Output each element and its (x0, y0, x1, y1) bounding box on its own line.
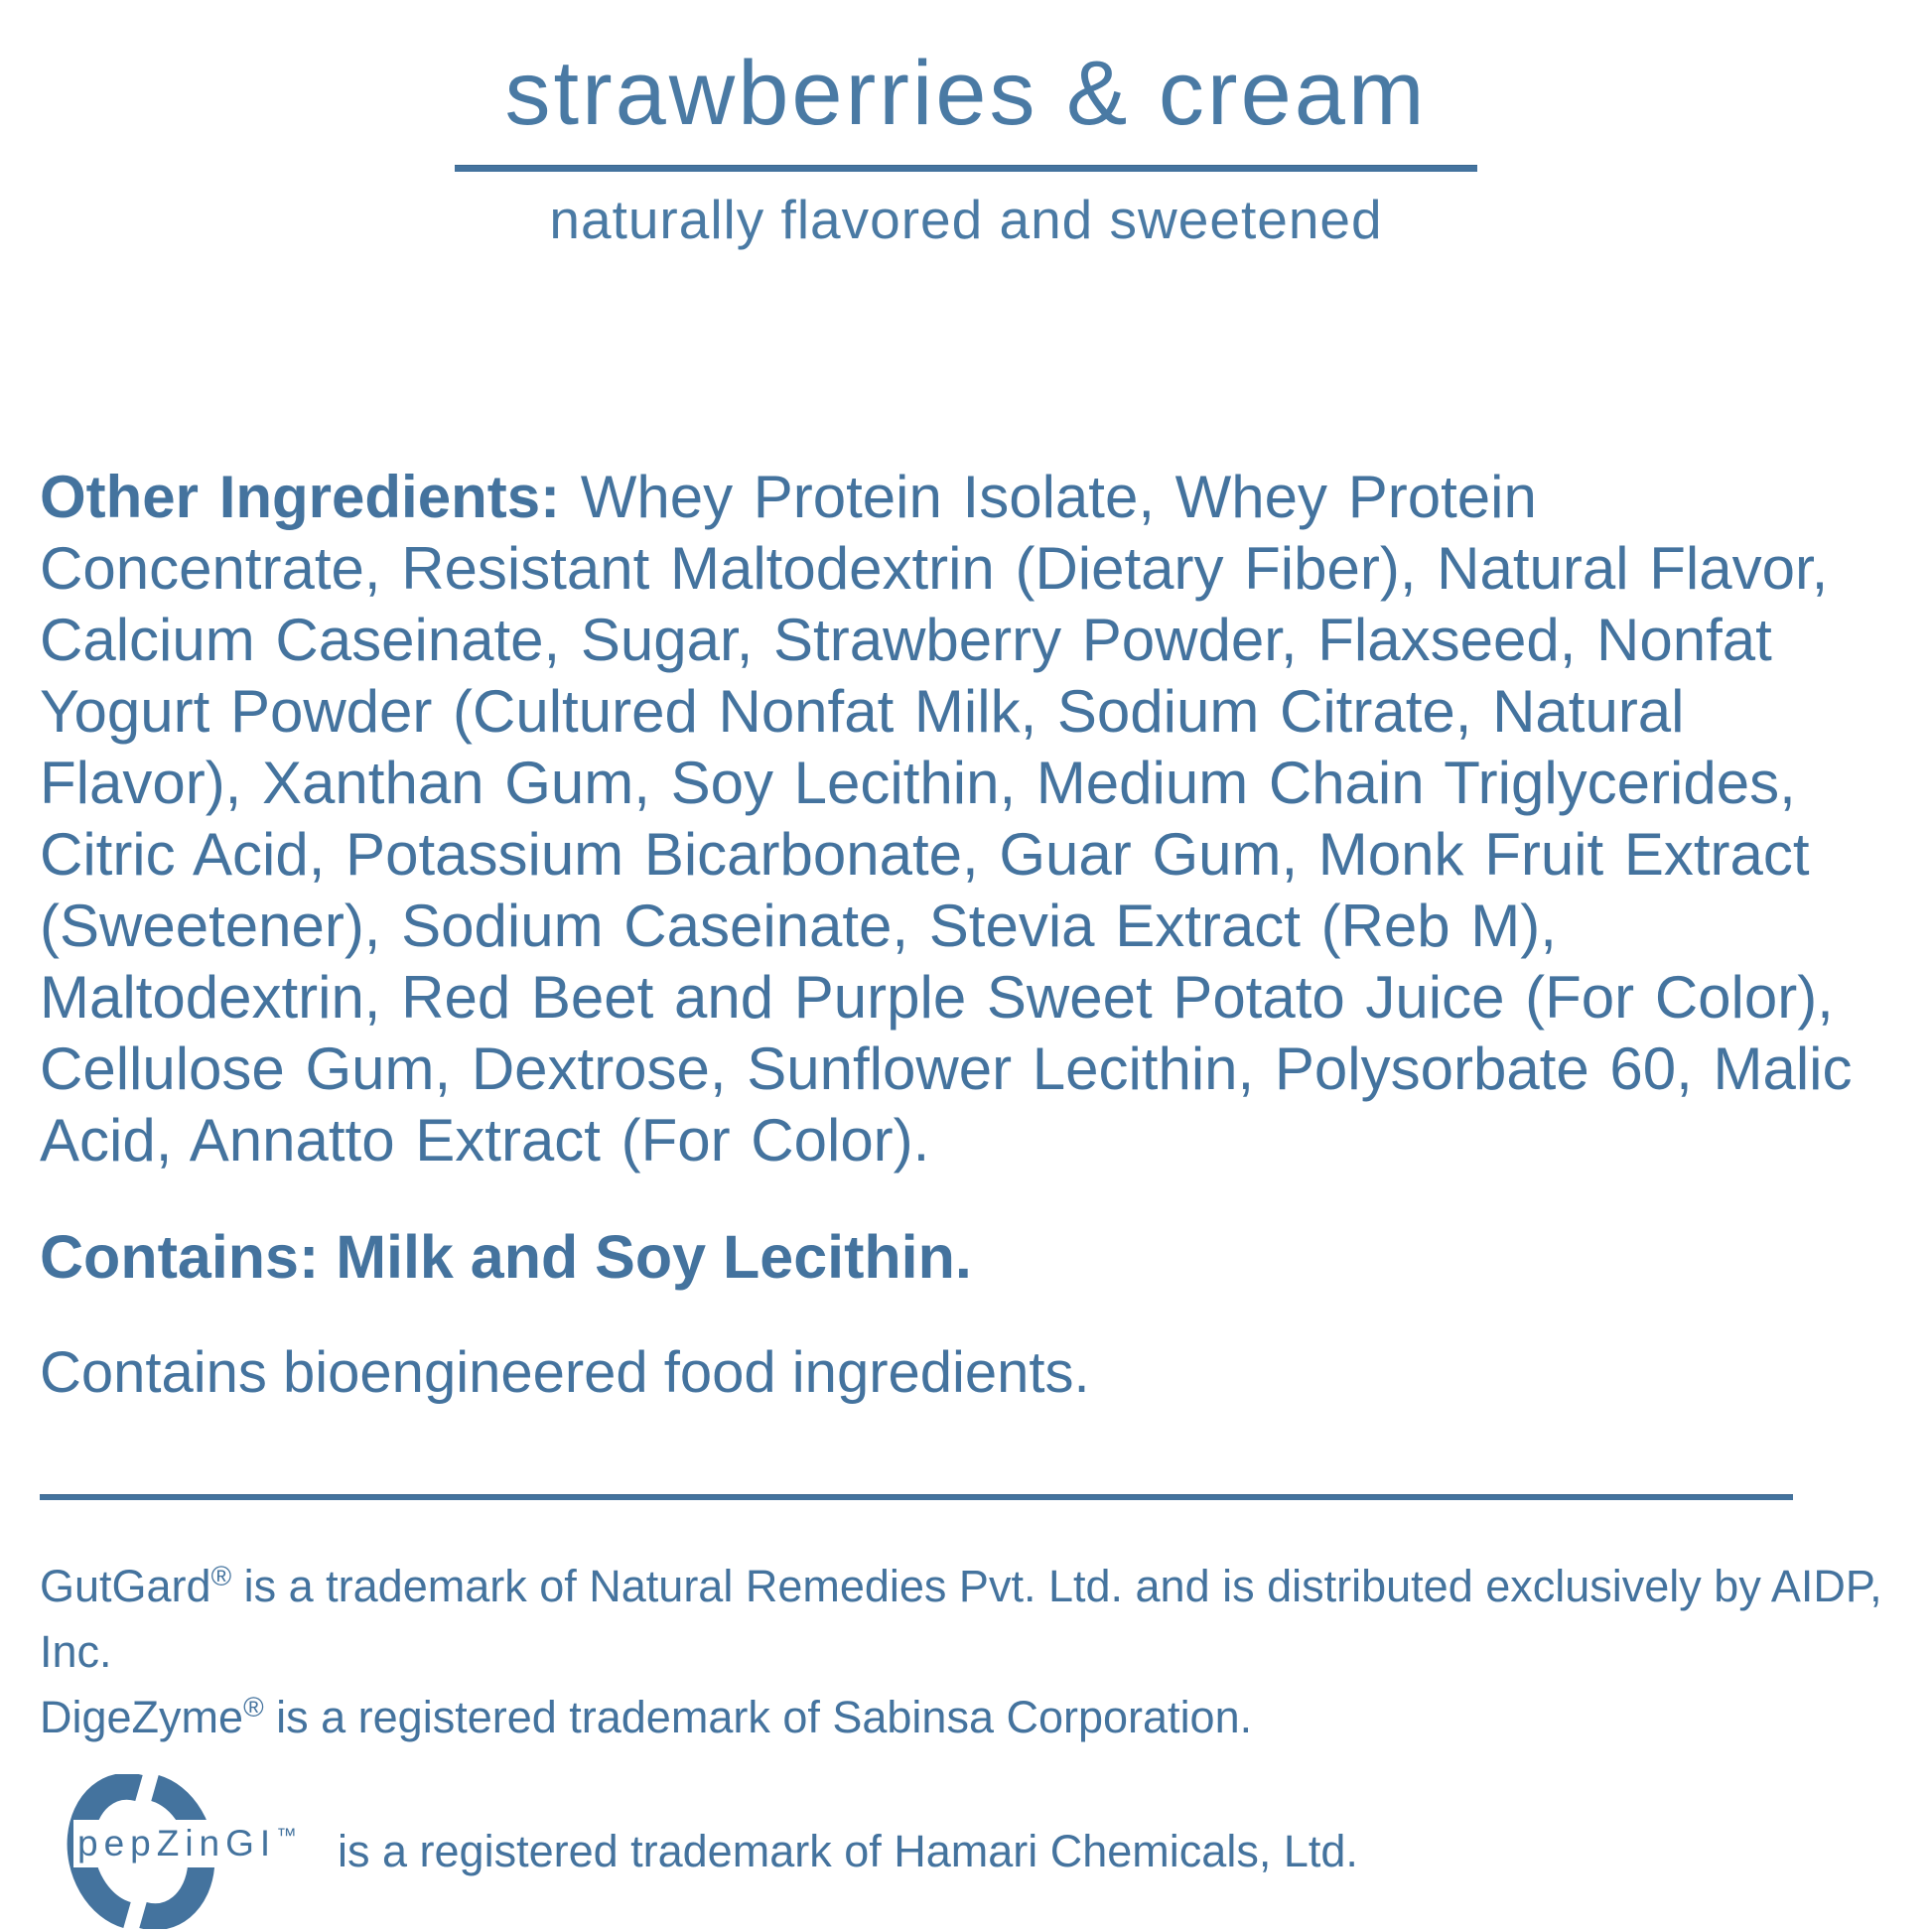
digezyme-brand: DigeZyme (40, 1691, 244, 1742)
registered-mark-icon: ® (243, 1691, 264, 1723)
registered-mark-icon: ® (210, 1560, 232, 1591)
pepzin-logo-text: pepZinGI (77, 1822, 277, 1863)
bioengineered-statement: Contains bioengineered food ingredients. (40, 1339, 1090, 1405)
divider-rule (40, 1494, 1793, 1500)
gutgard-trademark-line (40, 1554, 1892, 1685)
pepzin-trademark-text: is a registered trademark of Hamari Chemicals, Ltd. (338, 1825, 1358, 1876)
trademark-block (40, 1554, 1892, 1750)
other-ingredients-paragraph (40, 462, 1892, 1176)
trademark-mark-icon: ™ (276, 1825, 298, 1848)
other-ingredients-text: Whey Protein Isolate, Whey Protein Concentrate, Resistant Maltodextrin (Dietary Fiber), Natural Flavor, Calcium Caseinate, Sugar, Strawberry Powder, Flaxseed, Nonfat Yogurt Powder (Cultured Nonfat Milk, Sodium Citrate, Natural Flavor), Xanthan Gum, Soy Lecithin, Medium Chain Triglycerides, Citric Acid, Potassium Bicarbonate, Guar Gum, Monk Fruit Extract (Sweetener), Sodium Caseinate, Stevia Extract (Reb M), Maltodextrin, Red Beet and Purple Sweet Potato Juice (For Color), Cellulose Gum, Dextrose, Sunflower Lecithin, Polysorbate 60, Malic Acid, Annatto Extract (For Color). (40, 463, 1853, 1173)
title-underline (455, 165, 1477, 172)
label-body (0, 462, 1932, 1932)
pepzin-trademark-row (40, 1774, 1892, 1932)
pepzin-logo-wordmark (73, 1820, 310, 1867)
digezyme-trademark-line (40, 1685, 1892, 1750)
gutgard-brand: GutGard (40, 1560, 211, 1611)
gutgard-trademark-text: is a trademark of Natural Remedies Pvt. Ltd. and is distributed exclusively by AIDP, Inc. (40, 1560, 1882, 1677)
other-ingredients-label: Other Ingredients: (40, 463, 561, 530)
digezyme-trademark-text: is a registered trademark of Sabinsa Corporation. (263, 1691, 1253, 1742)
allergen-statement: Contains: Milk and Soy Lecithin. (40, 1222, 972, 1291)
header-inner (455, 42, 1477, 251)
header (0, 0, 1932, 251)
product-subtitle: naturally flavored and sweetened (549, 188, 1383, 250)
pepzin-gi-logo (40, 1774, 298, 1929)
product-flavor-title: strawberries & cream (504, 43, 1428, 144)
